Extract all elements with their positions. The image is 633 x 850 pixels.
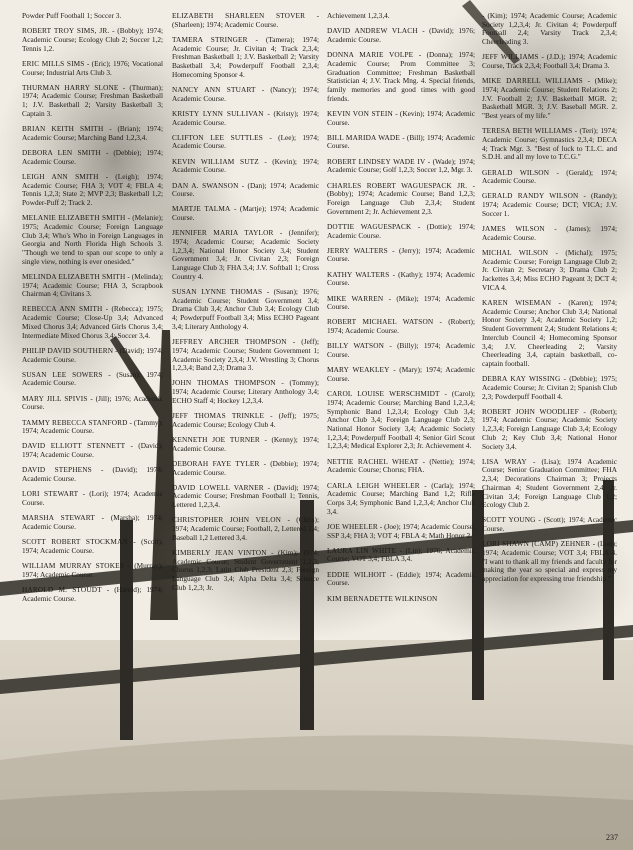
senior-name: SUSAN LYNNE THOMAS (172, 287, 263, 297)
senior-details: - (Kim); 1974; Academic Course; Student Government 1,2,3; Chorus 1,2,3; Latin Club President 2,3; Foreign Language Club 3,4; Alpha Delta 3,4; Science Club 1,2,3; Jr. (172, 547, 320, 592)
senior-details: - (Tammy); 1974; Academic Course. (22, 417, 164, 436)
senior-entry (22, 490, 163, 507)
senior-name: BILL MARIDA WADE (327, 132, 400, 142)
senior-details: - (Jennifer); 1974; Academic Course; Academic Society 1,2,3,4; National Honor Society 3,4; Student Government 3,4; Jr. Civitan 2,3; Foreign Language Club 3; FHA 3,4; J.V. Softball 1; Cross Country 4. (172, 228, 319, 281)
senior-name: MIKE DARRELL WILLIAMS (482, 76, 583, 86)
senior-entry (172, 158, 319, 175)
senior-entry (22, 371, 163, 388)
senior-entry (327, 342, 475, 359)
senior-name: KIMBERLY JEAN VINTON (172, 547, 267, 557)
senior-details: - (Mike); 1974; Academic Course; Student Relations 2; J.V. Football 2; J.V. Basketball MGR. 2; Basketball MGR. 3; J.V. Baseball MGR. 2. "Best years of my life." (482, 76, 617, 121)
senior-details: - (Kevin); 1974; Academic Course. (172, 156, 320, 175)
senior-entry (327, 366, 475, 383)
senior-name: JEFF WILLIAMS (482, 52, 539, 62)
senior-details: - (Kevin); 1974; Academic Course. (327, 108, 476, 127)
senior-entry (327, 134, 475, 151)
senior-details: - (Robert); 1974; Academic Course. (327, 317, 475, 336)
senior-entry (172, 205, 319, 222)
senior-details: - (Jill); 1976; Academic Course. (22, 393, 163, 412)
senior-details: - (Thurman); 1974; Academic Course; Freshman Basketball 1; J.V. Basketball 2; Varsity Basketball 3; Captain 3. (22, 82, 163, 118)
senior-details: - (Jeff); 1974; Academic Course; Student Government 1; Academic Society 2,3,4; J.V. Wrestling 3; Chorus 1,2,3,4; Band 2,3; Drama 3. (172, 337, 319, 373)
senior-details: - (Wade); 1974; Academic Course; Golf 1,2,3; Soccer 1,2, Mgr. 3. (327, 156, 475, 175)
senior-details: - (Debbie); 1974; Academic Course. (22, 147, 163, 166)
senior-entry (327, 571, 475, 588)
senior-entry (22, 125, 163, 142)
senior-entry (22, 562, 163, 579)
senior-entry (482, 225, 617, 242)
senior-name: MARSHA STEWART (22, 513, 95, 523)
senior-entry (327, 482, 475, 517)
senior-details: - (Susan); 1976; Academic Course; Student Government 3,4; Drama Club 3,4; Anchor Club 3,4; Ecology Club 4; Powderpuff Football 3,4; Miss ECHO Pageant 3,4; Literary Anthology 4. (172, 287, 319, 331)
senior-details: - (Jeff); 1975; Academic Course; Ecology Club 4. (172, 411, 319, 429)
senior-details: - (Bobby); 1974; Academic Course; Ecology Club 2; Soccer 1,2; Tennis 1,2. (22, 26, 163, 53)
senior-details: - (Carla); 1974; Academic Course; Marching Band 1,2; Rifle Corps 3,4; Symphonic Band 1,2,3,4; Anchor Club 3,4. (327, 480, 476, 516)
senior-entry (327, 27, 475, 44)
senior-entry (22, 214, 163, 266)
senior-name: TERESA BETH WILLIAMS (482, 126, 573, 136)
senior-name: SCOTT ROBERT STOCKMAN (22, 537, 128, 547)
senior-details: - (Dan); 1974; Academic Course. (172, 180, 319, 199)
senior-details: Powder Puff Football 1; Soccer 3. (22, 11, 122, 20)
senior-name: TAMMY REBECCA STANFORD (22, 417, 128, 427)
senior-entry (22, 273, 163, 299)
senior-details: - (Nettie); 1974; Academic Course; Chorus; FHA. (327, 456, 476, 475)
senior-entry (327, 595, 475, 604)
senior-details: - (Nancy); 1974; Academic Course. (172, 84, 319, 103)
senior-entry (22, 27, 163, 53)
senior-name: WILLIAM MURRAY STOKES (22, 560, 124, 570)
senior-details: - (Tommy); 1974; Academic Course; Literary Anthology 3,4; ECHO Staff 4; Hockey 1,2,3,4. (172, 378, 319, 405)
senior-details: - (Lee); 1974; Academic Course. (172, 132, 319, 151)
senior-entry (327, 458, 475, 475)
senior-entry (482, 516, 617, 533)
senior-details: - (Lori); 1974; Academic Course; VOT 3,4; FBLA 4. "I want to thank all my friends and faculty for making the year so special and express my appreciation for expressing true friendship." (482, 539, 617, 584)
senior-details: - (David); 1974; Academic Course; Freshman Football 1; Tennis, Lettered 1,2,3,4. (172, 482, 320, 510)
senior-name: DEBRA KAY WISSING (482, 374, 561, 384)
senior-details: - (David); 1974; Academic Course. (22, 441, 163, 460)
senior-entry (22, 12, 163, 21)
senior-details: Achievement 1,2,3,4. (327, 11, 390, 20)
senior-name: NETTIE RACHEL WHEAT (327, 456, 419, 466)
senior-name: MARTJE TALMA (172, 204, 231, 214)
senior-entry (482, 375, 617, 401)
senior-details: - (Mike); 1974; Academic Course. (327, 293, 476, 312)
senior-details: - (Rebecca); 1975; Academic Course; Close-Up 3,4; Advanced Mixed Chorus 3,4; Advanced Girls Chorus 3,4; Intermediate Mixed Chorus 3,4; Soccer 3,4. (22, 304, 164, 340)
senior-entry (482, 12, 617, 47)
senior-details: - (Eric); 1976; Vocational Course; Industrial Arts Club 3. (22, 58, 163, 77)
senior-details: - (David); 1974; Academic Course. (22, 345, 164, 364)
senior-name: ROBERT JOHN WOODLIEF (482, 406, 579, 416)
senior-name: DEBORAH FAYE TYLER (172, 458, 260, 468)
senior-entry (172, 36, 319, 80)
senior-name: DAN A. SWANSON (172, 180, 239, 190)
senior-entry (22, 395, 163, 412)
senior-details: - (Tamera); 1974; Academic Course; Jr. Civitan 4; Track 2,3,4; Freshman Basketball 1; J.V. Basketball 2; Varsity Basketball 3,4; Powderpuff Football 2,3,4; Homecoming Sponsor 4. (172, 34, 320, 79)
senior-name: PHILIP DAVID SOUTHERN (22, 345, 114, 355)
senior-details: - (Melanie); 1975; Academic Course; Foreign Language Club 3,4; Who's Who in Foreign Languages in Georgia and North Florida High Schools 3. "Though we tend to span our scope to only a single view, nothing is ever onesided." (22, 213, 163, 266)
senior-details: - (Debbie); 1974; Academic Course. (172, 458, 319, 477)
senior-entry (172, 549, 319, 593)
senior-entry (327, 247, 475, 264)
senior-details: - (Leigh); 1974; Academic Course; FHA 3; VOT 4; FBLA 4; Tennis 1,2,3; State 2; MVP 2,3; Basketball 1,2; Powder-Puff 2; Track 2. (22, 171, 163, 207)
senior-name: ERIC MILLS SIMS (22, 58, 85, 68)
senior-entry (22, 538, 163, 555)
senior-name: GERALD RANDY WILSON (482, 191, 579, 201)
senior-name: MICHAL WILSON (482, 247, 549, 257)
senior-details: - (Bill); 1974; Academic Course. (327, 132, 476, 151)
senior-entry (327, 318, 475, 335)
senior-details: - (Debbie); 1975; Academic Course; Jr. Civitan 2; Spanish Club 2,3; Powderpuff Football 4. (482, 374, 617, 401)
senior-name: DOTTIE WAGUESPACK (327, 221, 412, 231)
senior-details: - (Mary); 1974; Academic Course. (327, 365, 476, 383)
senior-name: BRIAN KEITH SMITH (22, 124, 104, 134)
senior-entry (482, 77, 617, 121)
senior-name: KAREN WISEMAN (482, 297, 552, 307)
senior-name: CARLA LEIGH WHEELER (327, 480, 420, 490)
senior-name: MELANIE ELIZABETH SMITH (22, 213, 126, 223)
senior-name: GERALD WILSON (482, 167, 550, 177)
senior-name: ROBERT LINDSEY WADE IV (327, 156, 426, 166)
senior-entry (482, 127, 617, 162)
senior-entry (172, 288, 319, 332)
senior-name: JERRY WALTERS (327, 245, 388, 255)
column-3 (327, 12, 475, 610)
senior-name: CHRISTOPHER JOHN VELON (172, 515, 282, 525)
senior-name: REBECCA ANN SMITH (22, 304, 103, 314)
senior-name: BILLY WATSON (327, 341, 385, 351)
senior-details: - (Lori); 1974; Academic Course. (22, 489, 164, 507)
senior-details: - (Robert); 1974; Academic Course; Academic Society 1,2,3,4; Foreign Language Club 3,4; Ecology Club 2; Key Club 3,4; National Honor Society 3,4. (482, 406, 617, 451)
senior-entry (172, 412, 319, 429)
senior-entry (172, 379, 319, 405)
senior-details: - (Teri); 1974; Academic Course; Gymnastics 2,3,4; DECA 4; Track Mgr. 3. "Best of luck to T.L.C. and S.D.H. and all my love to T.C.G." (482, 126, 617, 162)
senior-name: LEIGH ANN SMITH (22, 171, 99, 181)
senior-entry (172, 484, 319, 510)
senior-entry (22, 347, 163, 364)
senior-name: KENNETH JOE TURNER (172, 434, 260, 444)
senior-name: LAURA LIN WHITE (327, 545, 397, 555)
senior-details: - (Karen); 1974; Academic Course; Anchor Club 3,4; National Honor Society 3,4; Academic Society 1,2; Student Government 2,4; Student Relations 4; Interclub Council 4; Homecoming Sponsor 3,4; J.V. Cheerleading 2; Varsity Cheerleading 3,4, captain basketball, co-captain football. (482, 297, 617, 368)
senior-name: LORI STEWART (22, 489, 79, 499)
senior-name: CAROL LOUISE WERSCHMIDT (327, 389, 440, 399)
senior-details: - (Susan); 1974; Academic Course. (22, 369, 163, 388)
senior-details: - (Kristy); 1974; Academic Course. (172, 108, 319, 127)
senior-entry (22, 305, 163, 340)
senior-details: - (Joe); 1974; Academic Course; SSP 3,4; FHA 3; VOT 4; FBLA 4; Math Honor 2. (327, 521, 475, 540)
senior-details: - (Lin); 1976; Academic Course; VOT 3,4; FBLA 3,4. (327, 545, 476, 564)
senior-details: - (Melinda); 1974; Academic Course; FHA 3, Scrapbook Chairman 4; Civitans 3. (22, 271, 163, 299)
senior-name: ROBERT TROY SIMS, JR. (22, 26, 110, 36)
senior-entry (482, 299, 617, 369)
page-number: 237 (606, 833, 618, 842)
senior-entry (22, 514, 163, 531)
senior-entry (172, 12, 319, 29)
senior-details: - (Brian); 1974; Academic Course; Marching Band 1,2,3,4. (22, 124, 163, 142)
senior-name: DAVID ANDREW VLACH (327, 26, 418, 36)
senior-entry (327, 12, 475, 21)
senior-details: - (J.D.); 1974; Academic Course, Track 2,3,4; Football 3,4; Drama 3. (482, 52, 617, 71)
senior-entry (482, 249, 617, 293)
senior-name: MELINDA ELIZABETH SMITH (22, 271, 126, 281)
senior-details: - (Gerald); 1974; Academic Course. (482, 167, 617, 186)
senior-name: LORI SHAWN (CAMP) ZEHNER (482, 539, 591, 549)
senior-entry (327, 110, 475, 127)
senior-entry (22, 173, 163, 208)
senior-details: - (Chris); 1974; Academic Course; Football, 2, Lettered 3,4; Baseball 1,2 Lettered 3,4. (172, 515, 319, 542)
senior-entry (22, 60, 163, 77)
senior-name: HAROLD M. STOUDT (22, 584, 102, 594)
senior-entry (22, 149, 163, 166)
senior-entry (482, 169, 617, 186)
senior-entry (172, 436, 319, 453)
senior-name: KATHY WALTERS (327, 269, 390, 279)
senior-name: DAVID ELLIOTT STENNETT (22, 441, 126, 451)
senior-details: - (David); 1976; Academic Course. (327, 26, 476, 44)
senior-name: JOHN THOMAS THOMPSON (172, 378, 276, 388)
senior-name: JEFFREY ARCHER THOMPSON (172, 337, 287, 347)
senior-entry (327, 547, 475, 564)
senior-details: - (Marsha); 1974; Academic Course. (22, 513, 163, 531)
senior-name: DAVID STEPHENS (22, 465, 92, 475)
senior-details: - (Scott); 1974; Academic Course. (22, 537, 163, 555)
senior-name: KEVIN VON STEIN (327, 108, 393, 118)
column-1 (22, 12, 163, 610)
senior-entry (22, 84, 163, 119)
senior-entry (172, 86, 319, 103)
senior-name: JEFF THOMAS TRINKLE (172, 411, 265, 421)
senior-details: - (Jerry); 1974; Academic Course. (327, 245, 475, 264)
senior-name: ROBERT MICHAEL WATSON (327, 317, 434, 327)
senior-entry (327, 390, 475, 451)
senior-details: - (Kathy); 1974; Academic Course. (327, 269, 476, 288)
senior-name: KEVIN WILLIAM SUTZ (172, 156, 259, 166)
senior-details: - (Lisa); 1974 Academic Course; Senior Graduation Committee; FHA 2,3,4; Decorations Chairman 3; Projects Chairman 4; Student Government 2,4; Jr. Civitan 3,4; Foreign Language Club 1,2; Ecology Club 2. (482, 456, 617, 510)
senior-details: - (Kenny); 1974; Academic Course. (172, 434, 320, 453)
senior-entry (172, 229, 319, 281)
senior-entry (482, 458, 617, 510)
senior-name: SUSAN LEE SOWERS (22, 369, 103, 379)
senior-details: - (Martje); 1974; Academic Course. (172, 204, 319, 223)
senior-name: ELIZABETH SHARLEEN STOVER (172, 11, 306, 20)
senior-entry (22, 419, 163, 436)
senior-entry (22, 442, 163, 459)
senior-name: CLIFTON LEE SUTTLES (172, 132, 263, 142)
senior-entry (172, 110, 319, 127)
senior-name: SCOTT YOUNG (482, 515, 536, 525)
senior-entry (22, 466, 163, 483)
column-4 (482, 12, 617, 590)
senior-details: - (Kim); 1974; Academic Course; Academic Society 1,2,3,4; Jr. Civitan 4; Powderpuff Football 2,4; Varsity Track 2,3,4; Cheerleading 3. (482, 11, 617, 47)
senior-entry (327, 51, 475, 103)
senior-name: JENNIFER MARIA TAYLOR (172, 228, 274, 238)
senior-name: LISA WRAY (482, 456, 527, 466)
senior-entry (172, 460, 319, 477)
senior-details: - (Donna); 1974; Academic Course; Prom Committee 3; Graduation Committee; Freshman Basketball Statistician 4; J.V. Track Mng. 4. Special friends, family memories and good times with good friends. (327, 50, 476, 103)
senior-details: - (Bobby); 1974; Academic Course; Band 1,2,3; Foreign Language Club 2,3,4; Student Government 2; Jr. Achievement 2,3. (327, 180, 475, 216)
senior-entry (327, 223, 475, 240)
senior-details: - (James); 1974; Academic Course. (482, 224, 617, 242)
senior-details: - (Murray); 1974; Academic Course. (22, 560, 163, 579)
senior-name: KIM BERNADETTE WILKINSON (327, 593, 438, 603)
senior-name: MARY WEAKLEY (327, 365, 390, 375)
senior-entry (482, 408, 617, 452)
senior-details: - (Billy); 1974; Academic Course. (327, 341, 475, 360)
column-2 (172, 12, 319, 599)
senior-entry (327, 523, 475, 540)
senior-name: KRISTY LYNN SULLIVAN (172, 108, 264, 118)
senior-name: DONNA MARIE VOLPE (327, 50, 414, 60)
senior-entry (327, 158, 475, 175)
senior-details: - (David); 1974; Academic Course. (22, 465, 164, 484)
senior-entry (172, 516, 319, 542)
senior-name: CHARLES ROBERT WAGUESPACK JR. (327, 180, 468, 190)
senior-entry (482, 192, 617, 218)
senior-entry (172, 134, 319, 151)
senior-entry (172, 338, 319, 373)
senior-details: - (Randy); 1974; Academic Course; DCT; VICA; J.V. Soccer 1. (482, 191, 617, 218)
senior-entry (327, 182, 475, 217)
senior-name: DEBORA LEN SMITH (22, 147, 101, 157)
senior-entry (22, 586, 163, 603)
senior-details: - (Sharleen); 1974; Academic Course. (172, 11, 320, 29)
senior-name: MARY JILL SPIVIS (22, 393, 88, 403)
senior-entry (482, 540, 617, 584)
senior-entry (327, 271, 475, 288)
senior-name: MIKE WARREN (327, 293, 384, 303)
senior-details: - (Eddie); 1974; Academic Course. (327, 569, 475, 588)
senior-entry (327, 295, 475, 312)
senior-name: EDDIE WILHOIT (327, 569, 387, 579)
senior-details: - (Dottie); 1974; Academic Course. (327, 221, 475, 240)
senior-entry (172, 182, 319, 199)
senior-details: - (Michal); 1975; Academic Course; Foreign Language Club 2; Jr. Civitan 2; Secretary 3; Drama Club 2; Jackettes 3,4; Miss ECHO Pageant 3; DCT 4; VICA 4. (482, 247, 617, 292)
senior-entry (482, 53, 617, 70)
senior-name: DAVID LOWELL VARNER (172, 482, 264, 492)
senior-name: THURMAN HARRY SLONE (22, 82, 119, 92)
senior-name: JOE WHEELER (327, 521, 378, 531)
senior-details: - (Harold); 1974; Academic Course. (22, 584, 164, 603)
senior-name: TAMERA STRINGER (172, 34, 248, 44)
senior-details: - (Scott); 1974; Academic Course. (482, 515, 618, 534)
senior-name: NANCY ANN STUART (172, 84, 256, 94)
senior-name: JAMES WILSON (482, 224, 545, 234)
senior-details: - (Carol); 1974; Academic Course; Marching Band 1,2,3,4; Symphonic Band 1,2,3,4; Ecology Club 3,4; Anchor Club 3,4; Foreign Language Club 2,3; National Honor Society 3,4; Academic Society 1,2,3,4; Powderpuff Football 4; Senior Girl Scout 1,2,3,4; Medical Explorer 2,3; Jr. Achievement 4. (327, 389, 475, 451)
